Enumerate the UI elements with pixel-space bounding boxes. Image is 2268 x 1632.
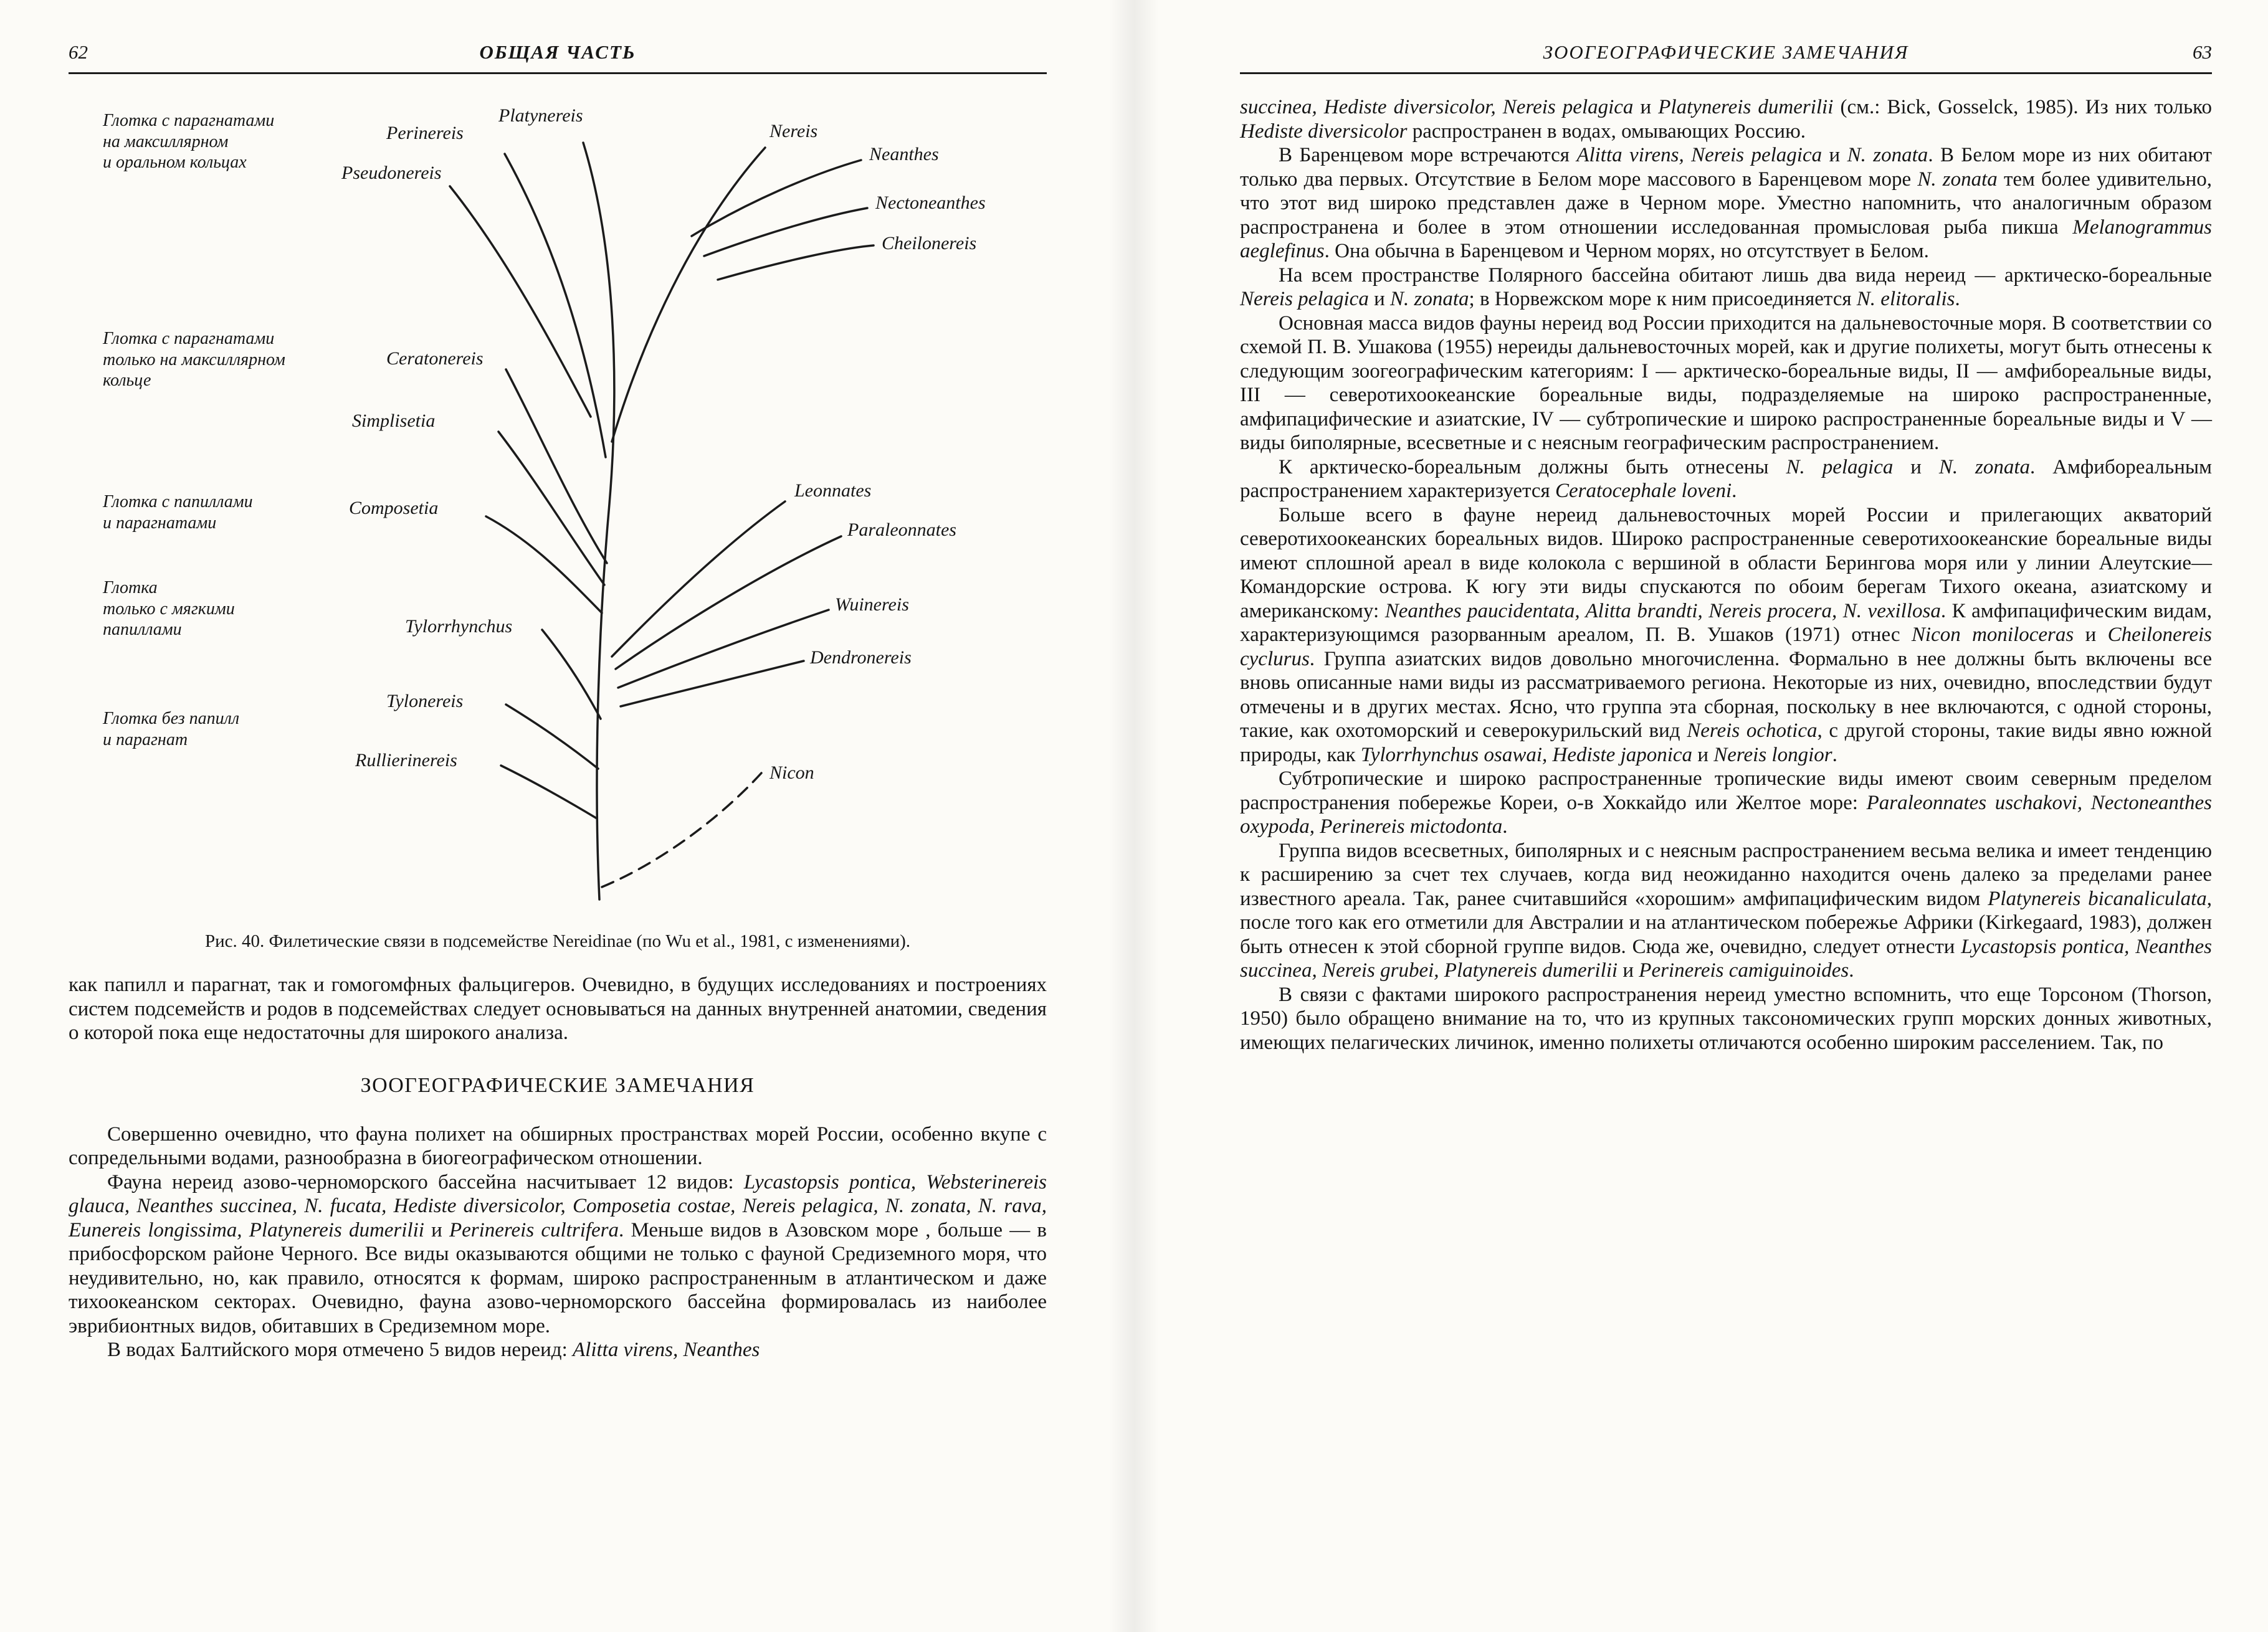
label-line: и парагнат — [103, 729, 188, 749]
text-run: . К амфипацифическим видам, характеризующимся разорванным ареалом, П. В. Ушаков (1971) отнес — [1240, 599, 2213, 646]
figure-caption: Рис. 40. Филетические связи в подсемействе Nereidinae (по Wu et al., 1981, с изменениями). — [204, 931, 911, 951]
left-body-text — [69, 973, 1047, 1362]
branch-dendronereis — [621, 661, 804, 706]
left-running-title: ОБЩАЯ ЧАСТЬ — [479, 41, 636, 63]
taxon-dendronereis: Dendronereis — [810, 647, 912, 668]
branch-composetia — [486, 516, 602, 613]
taxon-paraleonnates: Paraleonnates — [847, 519, 956, 540]
species-name: Perinereis cultrifera — [449, 1218, 619, 1241]
label-line: только с мягкими — [103, 599, 235, 619]
label-line: на максиллярном — [103, 131, 229, 151]
text-run: Основная масса видов фауны нереид вод России приходится на дальневосточные моря. В соответствии со схемой П. В. Ушакова (1955) нереиды дальневосточных морей, как и другие полихеты, могут быть отнесены к следующим зоогеографическим категориям: I — арктическо-бореальные виды, II — амфибореальные виды, III — северотихоокеанские бореальные виды, подразделяемые на широко распространенные, амфипацифические и азиатские, IV — субтропические и широко распространенные бореальные виды и V — виды биполярные, всесветные и с неясным географическим распространением. — [1240, 311, 2212, 454]
species-name: N. elitoralis — [1856, 288, 1955, 310]
right-running-title: ЗООГЕОГРАФИЧЕСКИЕ ЗАМЕЧАНИЯ — [1543, 41, 1909, 63]
taxon-platynereis: Platynereis — [498, 105, 583, 126]
branch-simplisetia — [498, 432, 604, 585]
phylogeny-figure — [69, 93, 1047, 909]
branch-nicon-dashed — [602, 773, 761, 887]
text-run: и — [1893, 455, 1939, 478]
section-heading: ЗООГЕОГРАФИЧЕСКИЕ ЗАМЕЧАНИЯ — [360, 1073, 755, 1097]
text-run: . Она обычна в Баренцевом и Черном морях, но отсутствует в Белом. — [1324, 240, 1929, 262]
text-run: (см.: Bick, Gosselck, 1985). Из них только — [1833, 96, 2212, 118]
species-name: N. zonata — [1917, 168, 1998, 191]
text-run: ; в Норвежском море к ним присоединяется — [1469, 288, 1857, 310]
species-name: N. zonata — [1847, 144, 1928, 166]
text-run: . Меньше видов в Азовском море , больше — в прибосфорском районе Черного. Все виды оказываются общими не только с фауной Средиземного моря, что неудивительно, но, как правило, относятся к формам, широко распространенным в атлантическом и даже тихоокеанском секторах. Очевидно, фауна азово-черноморского бассейна формировалась из наиболее эврибионтных видов, обитавших в Средиземном море. — [69, 1218, 1047, 1337]
branch-paraleonnates — [616, 536, 841, 669]
left-running-header — [69, 41, 1047, 74]
label-line: только на максиллярном — [103, 349, 285, 369]
branch-wuinereis — [618, 610, 829, 688]
species-name: Nereis longior — [1713, 743, 1832, 766]
taxon-tylonereis: Tylonereis — [386, 691, 464, 711]
species-name: Cheilonereis cyclurus — [1240, 624, 2212, 670]
paragraph — [69, 1338, 1047, 1362]
pharynx-group-label-1 — [103, 110, 274, 173]
text-run: . — [1832, 743, 1837, 766]
branch-tylorrhynchus — [542, 630, 601, 719]
branch-pseudonereis — [450, 186, 591, 417]
text-run: . — [1849, 959, 1854, 982]
label-line: папиллами — [103, 620, 182, 640]
label-line: Глотка без папилл — [103, 709, 240, 728]
taxon-nicon: Nicon — [770, 762, 814, 783]
species-name: Paraleonnates uschakovi, Nectoneanthes oxypoda, Perinereis mictodonta — [1240, 791, 2212, 838]
text-run: На всем пространстве Полярного бассейна обитают лишь два вида нереид — арктическо-бореальные — [1279, 263, 2212, 287]
text-run: Фауна нереид азово-черноморского бассейна насчитывает 12 видов: — [107, 1170, 744, 1193]
species-name: Lycastopsis pontica, Neanthes succinea, Nereis grubei, Platynereis dumerilii — [1240, 935, 2213, 982]
text-run: и — [2074, 624, 2108, 646]
text-run: и — [1692, 743, 1714, 766]
paragraph — [69, 1170, 1047, 1339]
label-line: и оральном кольцах — [103, 153, 247, 173]
branch-nereis — [612, 148, 765, 442]
branch-ceratonereis — [506, 369, 607, 563]
branch-neanthes — [692, 160, 861, 236]
paragraph — [1240, 767, 2212, 839]
text-run: В Баренцевом море встречаются — [1279, 144, 1577, 166]
paragraph — [1240, 263, 2212, 311]
species-name: Melanogrammus aeglefinus — [1240, 216, 2212, 262]
paragraph — [69, 973, 1047, 1045]
text-run: как папилл и парагнат, так и гомогомфных фальцигеров. Очевидно, в будущих исследованиях и построениях систем подсемейств и родов в подсемействах следует основываться на данных внутренней анатомии, сведения о которой пока еще недостаточны для широкого анализа. — [69, 974, 1047, 1044]
species-name: succinea, Hediste diversicolor, Nereis pelagica — [1240, 96, 1634, 118]
species-name: N. zonata — [1390, 288, 1469, 310]
text-run: . Амфибореальным распространением характеризуется — [1240, 455, 2212, 502]
species-name: Nereis ochotica — [1687, 719, 1818, 742]
right-body-text — [1240, 95, 2212, 1055]
text-run: Совершенно очевидно, что фауна полихет на обширных пространствах морей России, особенно вкупе с сопредельными водами, разнообразна в биогеографическом отношении. — [69, 1122, 1047, 1169]
pharynx-group-label-2 — [103, 328, 285, 391]
paragraph — [1240, 143, 2212, 263]
species-name: Alitta virens, Nereis pelagica — [1576, 144, 1822, 166]
text-run: В связи с фактами широкого распространения нереид уместно вспомнить, что еще Торсоном (Thorson, 1950) было обращено внимание на то, что из крупных таксономических групп морских донных животных, имеющих пелагических личинок, именно полихеты отличаются особенно широким расселением. Так, по — [1240, 983, 2212, 1054]
species-name: Perinereis camiguinoides — [1639, 959, 1849, 982]
taxon-ceratonereis: Ceratonereis — [386, 348, 484, 369]
taxon-nereis: Nereis — [770, 121, 818, 141]
taxon-pseudonereis: Pseudonereis — [341, 163, 442, 183]
paragraph — [1240, 455, 2212, 503]
text-run: Субтропические и широко распространенные тропические виды имеют своим северным пределом распространения побережье Кореи, о-в Хоккайдо или Желтое море: — [1240, 767, 2212, 814]
species-name: Lycastopsis pontica, Websterinereis glauca, Neanthes succinea, N. fucata, Hediste diversicolor, Composetia costae, Nereis pelagica, N. zonata, N. rava, Eunereis longissima, Platynereis dumerilii — [69, 1170, 1047, 1241]
text-run: тем более удивительно, что этот вид широко представлен даже в Черном море. Уместно напомнить, что аналогичным образом распространена и более в этом отношении исследованная промысловая рыба пикша — [1240, 168, 2212, 239]
branch-cheilonereis — [718, 245, 874, 280]
taxon-perinereis: Perinereis — [386, 123, 464, 143]
right-page — [1134, 0, 2268, 1632]
label-line: кольце — [103, 371, 151, 391]
text-run: и — [1822, 144, 1847, 166]
label-line: Глотка — [103, 578, 158, 597]
taxon-cheilonereis: Cheilonereis — [882, 233, 977, 254]
species-name: N. zonata — [1938, 455, 2031, 478]
species-name: Platynereis dumerilii — [1658, 96, 1834, 118]
taxon-simplisetia: Simplisetia — [352, 410, 436, 431]
paragraph — [1240, 503, 2212, 767]
taxon-tylorrhynchus: Tylorrhynchus — [405, 616, 513, 637]
text-run: . Группа азиатских видов довольно многочисленна. Формально в нее должны быть включены все вновь описанные нами виды из рассматриваемого региона. Некоторые из них, очевидно, впоследствии будут отмечены и в других местах. Ясно, что группа эта сборная, поскольку в нее включаются, с одной стороны, такие, как охотоморский и северокурильский вид — [1240, 647, 2212, 742]
text-run: . — [1955, 288, 1960, 310]
pharynx-group-label-4 — [103, 577, 235, 640]
label-line: Глотка с парагнатами — [103, 111, 275, 130]
text-run: . — [1502, 815, 1508, 838]
text-run: , с другой стороны, такие виды явно южной природы, как — [1240, 719, 2212, 766]
tree-trunk — [583, 143, 614, 899]
paragraph — [1240, 95, 2212, 143]
species-name: Alitta virens, Neanthes — [573, 1339, 760, 1361]
text-run: . — [1732, 480, 1737, 502]
taxon-leonnates: Leonnates — [794, 480, 872, 501]
right-running-header — [1240, 41, 2212, 74]
text-run: распространен в водах, омывающих Россию. — [1407, 120, 1806, 143]
label-line: Глотка с парагнатами — [103, 329, 275, 348]
text-run: . В Белом море из них обитают только два первых. Отсутствие в Белом море массового в Баренцевом море — [1240, 144, 2212, 191]
species-name: Ceratocephale loveni — [1555, 480, 1732, 502]
taxon-composetia: Composetia — [349, 498, 439, 518]
paragraph — [1240, 983, 2212, 1055]
pharynx-group-label-5 — [103, 708, 239, 750]
paragraph — [69, 1122, 1047, 1170]
text-run: В водах Балтийского моря отмечено 5 видов нереид: — [107, 1339, 573, 1361]
species-name: Platynereis bicanaliculata — [1988, 887, 2207, 910]
text-run: Группа видов всесветных, биполярных и с неясным распространением весьма велика и имеет тенденцию к расширению за счет тех случаев, когда вид неожиданно находится очень далеко за пределами ранее известного ареала. Так, ранее считавшийся «хорошим» амфипацифическим видом — [1240, 839, 2212, 910]
taxon-wuinereis: Wuinereis — [835, 594, 909, 615]
right-page-number: 63 — [2193, 41, 2212, 63]
species-name: Neanthes paucidentata, Alitta brandti, Nereis procera, N. vexillosa — [1384, 599, 1941, 622]
species-name: Nicon moniloceras — [1911, 624, 2074, 646]
paragraph — [1240, 839, 2212, 983]
taxon-nectoneanthes: Nectoneanthes — [875, 192, 986, 213]
branch-tylonereis — [506, 705, 598, 769]
text-run: и — [424, 1218, 449, 1241]
pharynx-group-label-3 — [103, 491, 253, 533]
paragraph — [1240, 311, 2212, 455]
branch-rullierinereis — [501, 766, 597, 818]
text-run: и — [1633, 96, 1659, 118]
taxon-rullierinereis: Rullierinereis — [355, 750, 457, 771]
left-page-number: 62 — [69, 41, 88, 63]
label-line: и парагнатами — [103, 513, 217, 533]
text-run: и — [1618, 959, 1639, 982]
species-name: Hediste diversicolor — [1240, 120, 1408, 143]
taxon-neanthes: Neanthes — [869, 144, 939, 164]
text-run: , после того как его отметили для Австралии и на атлантическом побережье Африки (Kirkegaard, 1983), должен быть отнесен к этой сборной группе видов. Сюда же, очевидно, следует отнести — [1240, 887, 2212, 958]
text-run: Больше всего в фауне нереид дальневосточных морей России и прилегающих акваторий северотихоокеанских бореальных видов. Широко распространенные северотихоокеанские бореальные виды имеют сплошной ареал в виде колокола с вершиной в области Берингова моря или у линии Алеутские—Командорские острова. К югу эти виды спускаются по обоим берегам Тихого океана, азиатскому и американскому: — [1240, 503, 2212, 622]
text-run: К арктическо-бореальным должны быть отнесены — [1279, 455, 1786, 478]
branch-perinereis — [505, 154, 606, 457]
species-name: Nereis pelagica — [1240, 288, 1369, 310]
species-name: Tylorrhynchus osawai, Hediste japonica — [1360, 743, 1693, 766]
species-name: N. pelagica — [1786, 455, 1894, 478]
label-line: Глотка с папиллами — [103, 492, 253, 511]
tree-branches — [450, 143, 874, 899]
text-run: и — [1368, 288, 1390, 310]
